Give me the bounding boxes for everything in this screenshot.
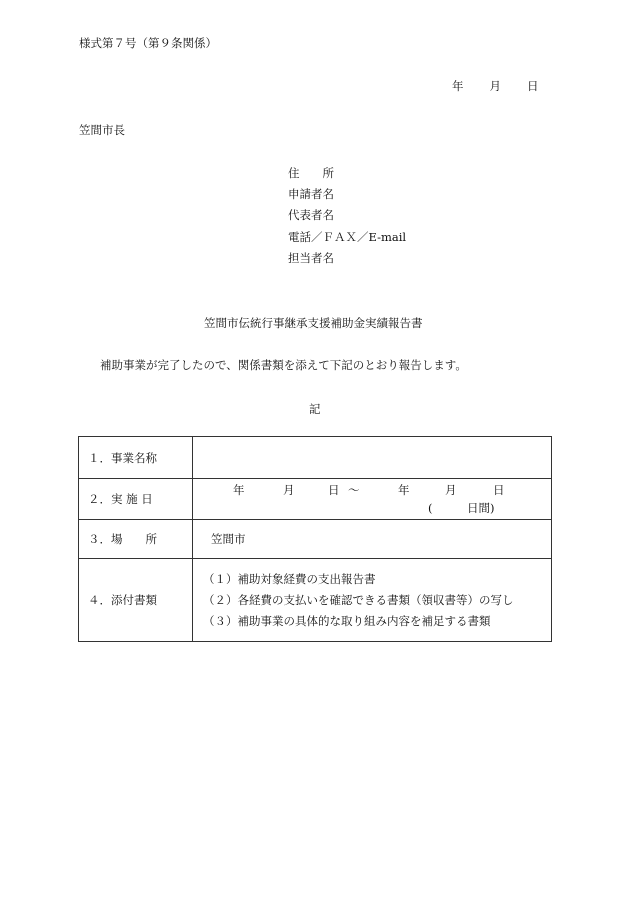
date-year: 年 (452, 79, 464, 93)
implementation-date-label: ２．実 施 日 (79, 479, 193, 520)
table-row (79, 520, 552, 559)
addressee: 笠間市長 (79, 123, 125, 137)
date-month: 月 (489, 79, 501, 93)
body-text: 補助事業が完了したので、関係書類を添えて下記のとおり報告します。 (100, 358, 467, 372)
period-month-2: 月 (445, 483, 457, 497)
applicant-name-label: 申請者名 (288, 187, 334, 201)
period-year-2: 年 (398, 483, 410, 497)
applicant-address-label: 住 所 (288, 166, 334, 180)
ki-heading: 記 (309, 402, 321, 416)
period-tilde: ～ (348, 483, 360, 497)
period-day-1: 日 (328, 483, 340, 497)
person-in-charge-label: 担当者名 (288, 251, 334, 265)
project-name-value (193, 437, 552, 479)
submission-date (452, 79, 539, 93)
table-row (79, 559, 552, 642)
attachment-item: （１）補助対象経費の支出報告書 (203, 571, 376, 586)
period-days: ( 日間) (428, 501, 495, 515)
contact-label: 電話／ＦＡＸ／E-mail (288, 230, 407, 244)
period-year-1: 年 (233, 483, 245, 497)
report-table (78, 436, 552, 642)
date-day: 日 (527, 79, 539, 93)
form-number: 様式第７号（第９条関係） (79, 36, 217, 50)
location-value: 笠間市 (193, 520, 552, 559)
project-name-label: １．事業名称 (79, 437, 193, 479)
period-day-2: 日 (493, 483, 505, 497)
implementation-date-value (193, 479, 552, 520)
table-row (79, 479, 552, 520)
representative-label: 代表者名 (288, 208, 334, 222)
document-title: 笠間市伝統行事継承支援補助金実績報告書 (204, 316, 423, 330)
period-month-1: 月 (283, 483, 295, 497)
attachments-list (193, 559, 552, 642)
attachment-item: （２）各経費の支払いを確認できる書類（領収書等）の写し (203, 592, 514, 607)
attachments-label: ４．添付書類 (79, 559, 193, 642)
table-row (79, 437, 552, 479)
location-label: ３．場 所 (79, 520, 193, 559)
attachment-item: （３）補助事業の具体的な取り組み内容を補足する書類 (203, 613, 491, 628)
